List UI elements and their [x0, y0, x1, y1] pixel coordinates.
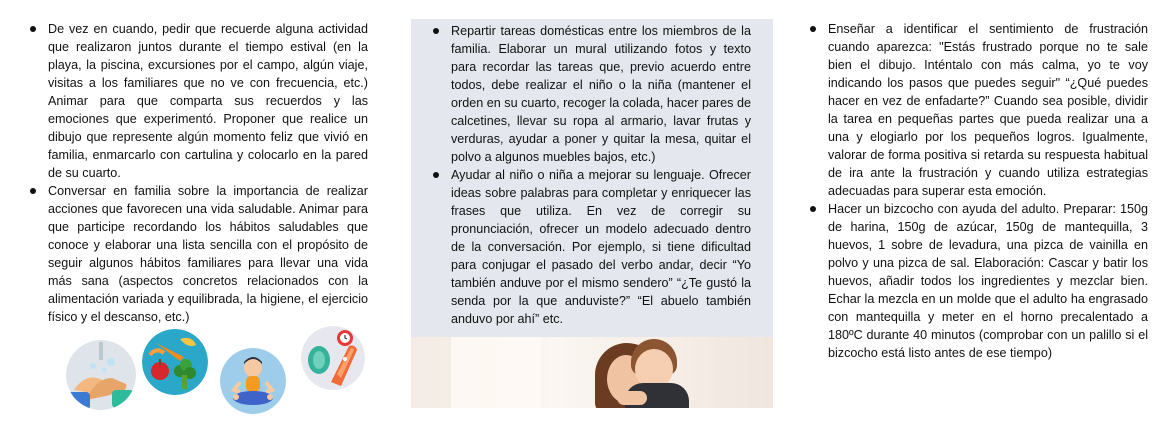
list-item: Enseñar a identificar el sentimiento de frustración cuando aparezca: "Estás frustrado porque no te sale bien el dibujo. Inténtalo con más calma, yo te voy indicando los pasos que puedes seguir" “¿Qué puedes hacer en vez de enfadarte?” Cuando sea posible, dividir la tarea en pequeñas partes que pueda realizar una a una y elogiarlo por los pequeños logros. Igualmente, valorar de forma positiva si retarda su respuesta habitual de ira ante la frustración y cuando utiliza estrategias adecuadas para superar esta emoción.	[808, 20, 1148, 200]
list-item: Repartir tareas domésticas entre los miembros de la familia. Elaborar un mural utilizando fotos y texto para recordar las tareas que, previo acuerdo entre todos, debe realizar el niño o la niña (mantener el orden en su cuarto, recoger la colada, hacer pares de calcetines, llevar su ropa al armario, lavar frutas y verduras, ayudar a poner y quitar la mesa, quitar el polvo a algunos muebles bajos, etc.)	[431, 22, 751, 166]
healthy-habits-icons	[60, 326, 380, 418]
list-item: Ayudar al niño o niña a mejorar su lenguaje. Ofrecer ideas sobre palabras para completar y enriquecer las frases que utiliza. En vez de corregir su pronunciación, ofrecer un modelo adecuado dentro de la conversación. Por ejemplo, si tiene dificultad para conjugar el pasado del verbo andar, decir “Yo también anduve por el mismo sendero” “¿Te gustó la senda por la que anduviste?” “El abuelo también anduvo por ahí” etc.	[431, 166, 751, 328]
column-left	[28, 20, 368, 326]
column-right	[808, 20, 1148, 362]
list-item: Conversar en familia sobre la importancia de realizar acciones que favorecen una vida saludable. Animar para que participe recordando los hábitos saludables que conoce y elaborar una lista sencilla con el propósito de seguir algunos hábitos familiares para llevar una vida más sana (aspectos concretos relacionados con la alimentación variada y equilibrada, la higiene, el ejercicio físico y el descanso, etc.)	[28, 182, 368, 326]
mother-child-photo	[411, 337, 773, 408]
sleep-alarm-icon	[301, 326, 365, 390]
healthy-food-icon	[142, 329, 208, 395]
list-item: Hacer un bizcocho con ayuda del adulto. Preparar: 150g de harina, 150g de azúcar, 150g de mantequilla, 3 huevos, 1 sobre de levadura, una pizca de vainilla en polvo y una pizca de sal. Elaboración: Cascar y batir los huevos, añadir todos los ingredientes y mezclar bien. Echar la mezcla en un molde que el adulto ha engrasado con mantequilla y meter en el horno precalentado a 180ºC durante 40 minutos (comprobar con un palillo si el bizcocho está listo antes de ese tiempo)	[808, 200, 1148, 362]
column-center-panel	[411, 19, 773, 408]
handwashing-icon	[66, 340, 136, 410]
bullet-list-right	[808, 20, 1148, 362]
meditation-icon	[220, 348, 286, 414]
bullet-list-center	[411, 19, 773, 328]
bullet-list-left	[28, 20, 368, 326]
list-item: De vez en cuando, pedir que recuerde alguna actividad que realizaron juntos durante el tiempo estival (en la playa, la piscina, excursiones por el campo, algún viaje, visitas a los familiares que no ve con frecuencia, etc.) Animar para que comparta sus recuerdos y las emociones que experimentó. Proponer que realice un dibujo que represente algún momento feliz que vivió en familia, enmarcarlo con cartulina y colocarlo en la pared de su cuarto.	[28, 20, 368, 182]
